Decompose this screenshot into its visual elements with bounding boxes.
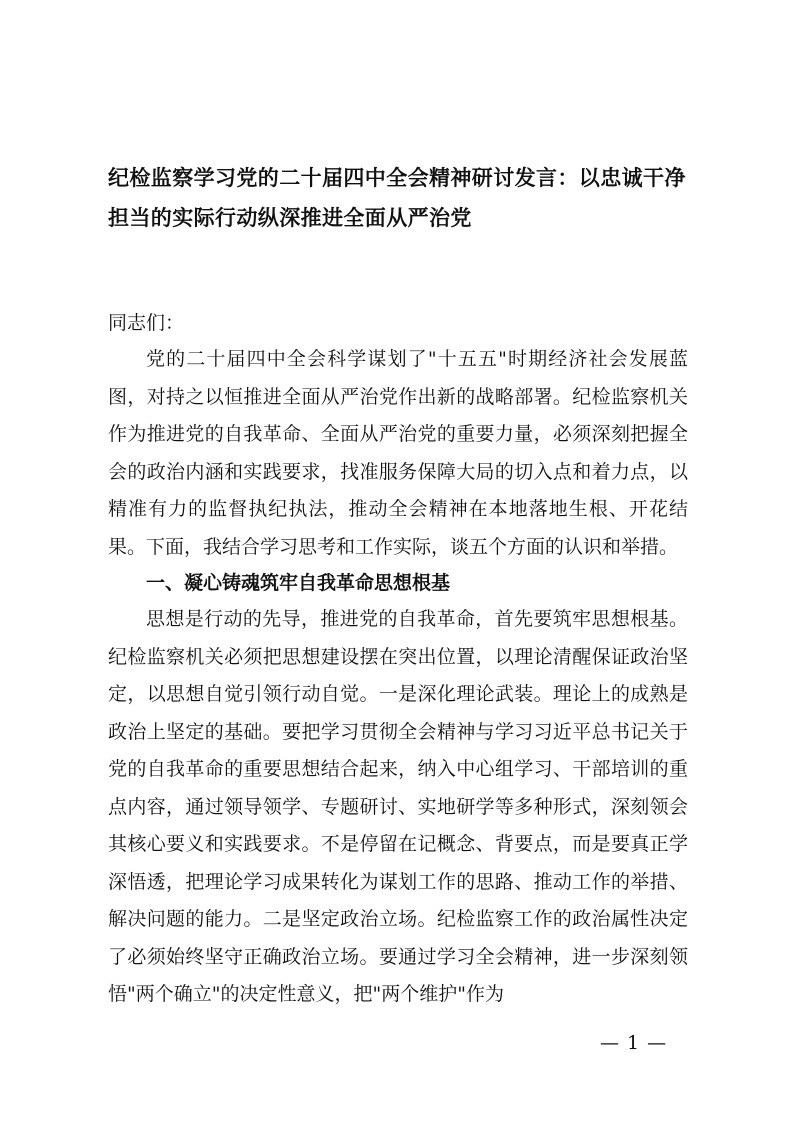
salutation: 同志们： [108,312,185,334]
intro-paragraph: 党的二十届四中全会科学谋划了"十五五"时期经济社会发展蓝图，对持之以恒推进全面从严治党作出新的战略部署。纪检监察机关作为推进党的自我革命、全面从严治党的重要力量，必须深刻把握全会的政治内涵和实践要求，找准服务保障大局的切入点和着力点，以精准有力的监督执纪执法，推动全会精神在本地落地生根、开花结果。下面，我结合学习思考和工作实际，谈五个方面的认识和举措。 [108,348,688,558]
document-title: 纪检监察学习党的二十届四中全会精神研讨发言：以忠诚干净担当的实际行动纵深推进全面从严治党 [108,166,686,230]
section-paragraph: 思想是行动的先导，推进党的自我革命，首先要筑牢思想根基。纪检监察机关必须把思想建设摆在突出位置，以理论清醒保证政治坚定，以思想自觉引领行动自觉。一是深化理论武装。理论上的成熟是政治上坚定的基础。要把学习贯彻全会精神与学习习近平总书记关于党的自我革命的重要思想结合起来，纳入中心组学习、干部培训的重点内容，通过领导领学、专题研讨、实地研学等多种形式，深刻领会其核心要义和实践要求。不是停留在记概念、背要点，而是要真正学深悟透，把理论学习成果转化为谋划工作的思路、推动工作的举措、解决问题的能力。二是坚定政治立场。纪检监察工作的政治属性决定了必须始终坚守正确政治立场。要通过学习全会精神，进一步深刻领悟"两个确立"的决定性意义，把"两个维护"作为 [108,608,688,1005]
section-heading: 一、凝心铸魂筑牢自我革命思想根基 [146,572,451,594]
page-number: — 1 — [600,1032,668,1054]
